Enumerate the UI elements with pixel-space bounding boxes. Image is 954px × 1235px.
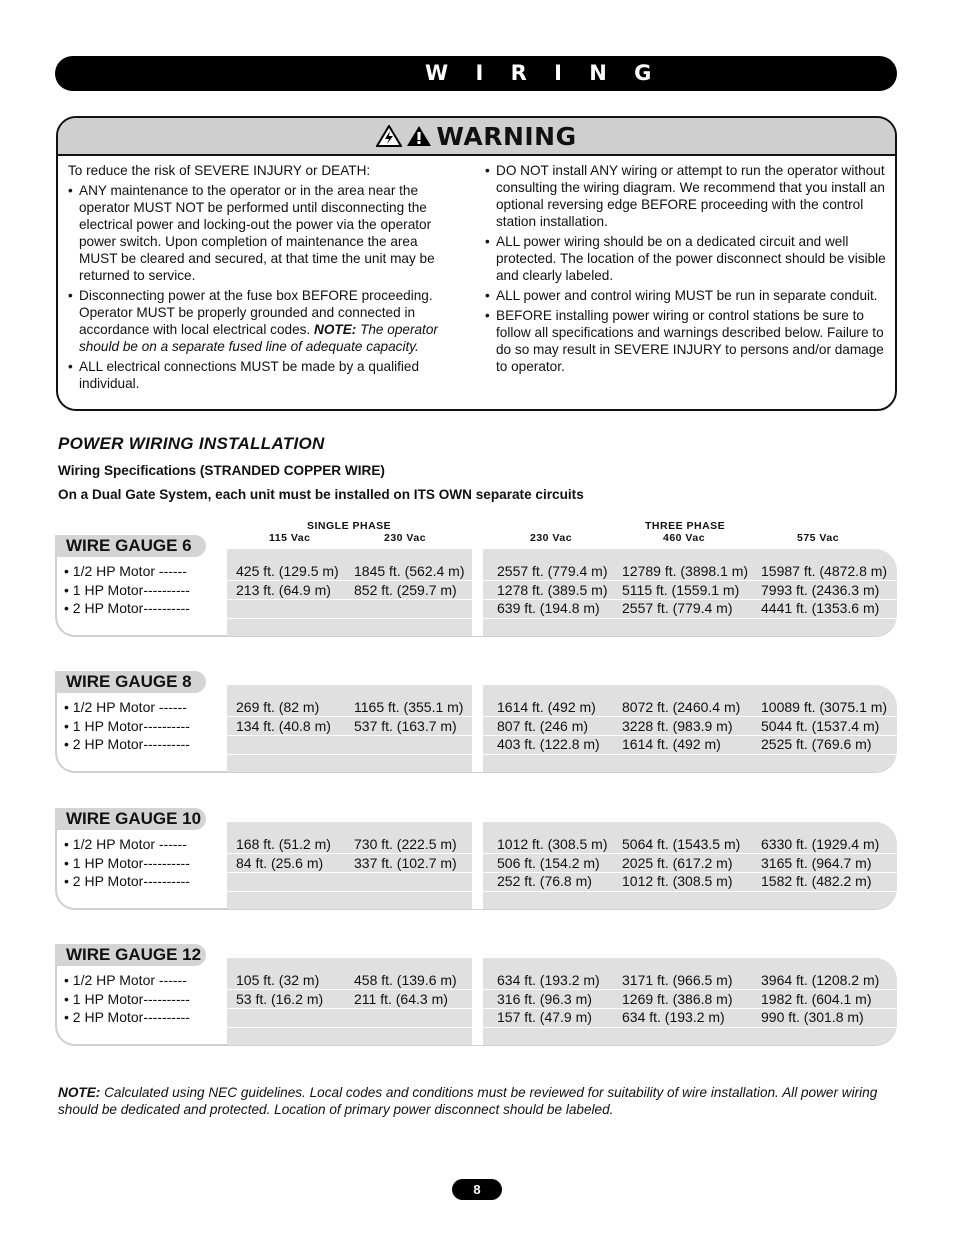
column-header: 575 Vac [797,532,840,544]
warning-heading: WARNING [436,121,577,151]
wire-gauge-table [55,671,897,796]
table-cell: 2557 ft. (779.4 m) [622,600,733,616]
table-cell: 1582 ft. (482.2 m) [761,873,872,889]
spec-line: On a Dual Gate System, each unit must be installed on ITS OWN separate circuits [58,487,584,502]
motor-label: • 1 HP Motor---------- [64,718,190,734]
three-phase-header: THREE PHASE [645,520,726,532]
table-cell: 634 ft. (193.2 m) [497,972,600,988]
motor-label: • 1/2 HP Motor ------ [64,836,187,852]
motor-label: • 1 HP Motor---------- [64,991,190,1007]
table-cell: 1165 ft. (355.1 m) [354,699,464,715]
table-cell: 2525 ft. (769.6 m) [761,736,872,752]
table-cell: 5064 ft. (1543.5 m) [622,836,741,852]
table-cell: 1012 ft. (308.5 m) [497,836,608,852]
warning-left-column [68,162,448,392]
table-cell: 537 ft. (163.7 m) [354,718,457,734]
wire-gauge-label: WIRE GAUGE 6 [55,535,206,557]
table-cell: 10089 ft. (3075.1 m) [761,699,888,715]
warning-header [58,118,895,156]
spec-line: Wiring Specifications (STRANDED COPPER WIRE) [58,463,385,478]
wire-gauge-label: WIRE GAUGE 10 [55,808,206,830]
table-cell: 2557 ft. (779.4 m) [497,563,608,579]
table-cell: 211 ft. (64.3 m) [354,991,448,1007]
table-cell: 5044 ft. (1537.4 m) [761,718,880,734]
table-cell: 269 ft. (82 m) [236,699,320,715]
table-cell: 3171 ft. (966.5 m) [622,972,733,988]
warning-item: • ALL power and control wiring MUST be run in separate conduit. [485,287,890,304]
motor-label: • 2 HP Motor---------- [64,1009,190,1025]
table-cell: 730 ft. (222.5 m) [354,836,457,852]
electric-hazard-icon [376,125,402,147]
table-cell: 2025 ft. (617.2 m) [622,855,733,871]
table-cell: 53 ft. (16.2 m) [236,991,324,1007]
motor-label: • 1 HP Motor---------- [64,582,190,598]
motor-label: • 1 HP Motor---------- [64,855,190,871]
table-cell: 213 ft. (64.9 m) [236,582,331,598]
column-header: 230 Vac [530,532,573,544]
warning-item: • ALL electrical connections MUST be made by a qualified individual. [68,358,448,392]
motor-label: • 1/2 HP Motor ------ [64,563,187,579]
note-label: NOTE: [314,322,357,337]
warning-item: • Disconnecting power at the fuse box BEFORE proceeding. Operator MUST be properly grounded and connected in accordance with local electrical codes. NOTE: The operator should be on a separate fused line of adequate capacity. [68,287,448,355]
table-cell: 7993 ft. (2436.3 m) [761,582,880,598]
table-cell: 403 ft. (122.8 m) [497,736,600,752]
table-cell: 316 ft. (96.3 m) [497,991,592,1007]
table-cell: 5115 ft. (1559.1 m) [622,582,740,598]
warning-right-column [485,162,890,375]
table-cell: 3228 ft. (983.9 m) [622,718,733,734]
wire-gauge-label: WIRE GAUGE 12 [55,944,206,966]
page-number: 8 [452,1179,502,1200]
table-cell: 8072 ft. (2460.4 m) [622,699,741,715]
table-cell: 168 ft. (51.2 m) [236,836,331,852]
warning-item: • ANY maintenance to the operator or in the area near the operator MUST NOT be performed until disconnecting the electrical power and locking-out the power via the operator power switch. Upon completion of maintenance the area MUST be cleared and secured, at that time the unit may be returned to service. [68,182,448,284]
motor-label: • 1/2 HP Motor ------ [64,699,187,715]
table-cell: 12789 ft. (3898.1 m) [622,563,749,579]
warning-box [56,116,897,411]
warning-item: • ALL power wiring should be on a dedicated circuit and well protected. The location of the power disconnect should be visible and clearly labeled. [485,233,890,284]
table-cell: 425 ft. (129.5 m) [236,563,339,579]
table-cell: 1614 ft. (492 m) [497,699,596,715]
table-cell: 634 ft. (193.2 m) [622,1009,725,1025]
table-cell: 639 ft. (194.8 m) [497,600,600,616]
table-cell: 990 ft. (301.8 m) [761,1009,864,1025]
table-cell: 1614 ft. (492 m) [622,736,721,752]
section-title: POWER WIRING INSTALLATION [58,434,325,453]
column-header: 230 Vac [384,532,427,544]
table-cell: 1845 ft. (562.4 m) [354,563,465,579]
table-cell: 1012 ft. (308.5 m) [622,873,733,889]
wire-gauge-table [55,808,897,933]
table-cell: 1269 ft. (386.8 m) [622,991,733,1007]
table-cell: 807 ft. (246 m) [497,718,589,734]
table-cell: 1278 ft. (389.5 m) [497,582,608,598]
table-cell: 852 ft. (259.7 m) [354,582,457,598]
table-cell: 15987 ft. (4872.8 m) [761,563,888,579]
table-cell: 105 ft. (32 m) [236,972,320,988]
wire-gauge-table [55,944,897,1069]
table-cell: 3964 ft. (1208.2 m) [761,972,880,988]
page-title: W I R I N G [55,56,897,91]
warning-intro: To reduce the risk of SEVERE INJURY or DEATH: [68,163,371,178]
motor-label: • 2 HP Motor---------- [64,873,190,889]
table-cell: 84 ft. (25.6 m) [236,855,324,871]
column-header: 115 Vac [269,532,311,544]
column-header: 460 Vac [663,532,706,544]
table-cell: 506 ft. (154.2 m) [497,855,600,871]
wire-gauge-label: WIRE GAUGE 8 [55,671,206,693]
motor-label: • 2 HP Motor---------- [64,600,190,616]
table-cell: 3165 ft. (964.7 m) [761,855,872,871]
table-cell: 458 ft. (139.6 m) [354,972,457,988]
table-cell: 157 ft. (47.9 m) [497,1009,592,1025]
footnote: NOTE: Calculated using NEC guidelines. Local codes and conditions must be reviewed for suitability of wire installation. All power wiring should be dedicated and protected. Location of primary power disconnect should be labeled. [58,1085,878,1117]
warning-triangle-icon [406,125,432,147]
single-phase-header: SINGLE PHASE [307,520,392,532]
table-cell: 252 ft. (76.8 m) [497,873,592,889]
table-cell: 4441 ft. (1353.6 m) [761,600,880,616]
motor-label: • 1/2 HP Motor ------ [64,972,187,988]
note-label: NOTE: [58,1085,101,1100]
warning-item: • BEFORE installing power wiring or control stations be sure to follow all specifications and warnings described below. Failure to do so may result in SEVERE INJURY to persons and/or damage to operator. [485,307,890,375]
table-cell: 6330 ft. (1929.4 m) [761,836,880,852]
warning-item: • DO NOT install ANY wiring or attempt to run the operator without consulting the wiring diagram. We recommend that you install an optional reversing edge BEFORE proceeding with the control station installation. [485,162,890,230]
wire-gauge-table [55,535,897,660]
motor-label: • 2 HP Motor---------- [64,736,190,752]
table-cell: 1982 ft. (604.1 m) [761,991,872,1007]
table-cell: 337 ft. (102.7 m) [354,855,457,871]
table-cell: 134 ft. (40.8 m) [236,718,331,734]
